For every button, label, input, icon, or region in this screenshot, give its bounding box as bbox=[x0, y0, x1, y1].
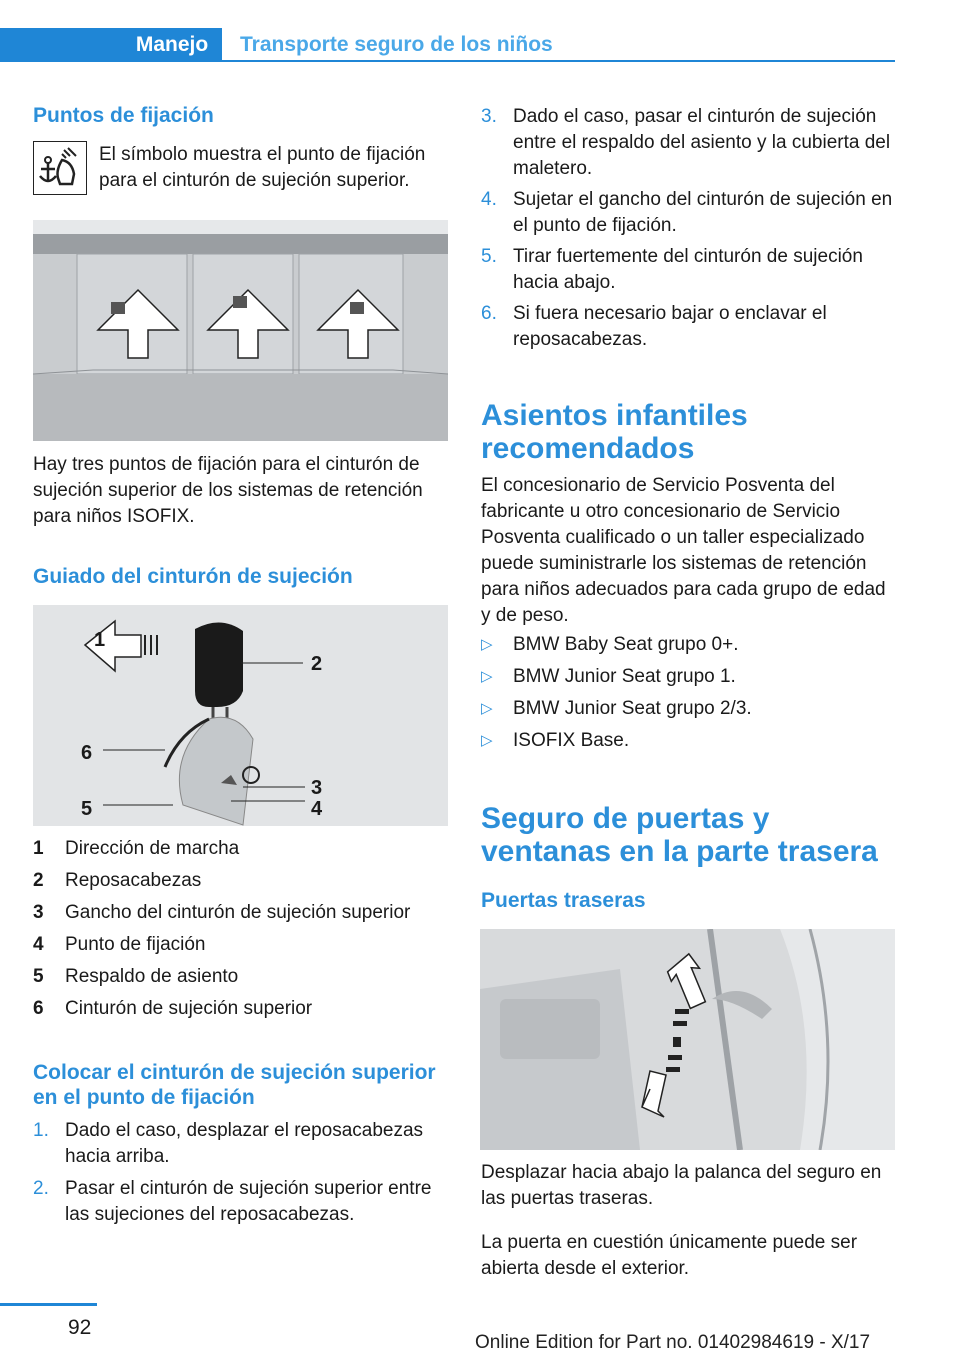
list-item: 2. Pasar el cinturón de sujeción superior entre las sujeciones del reposacabezas. bbox=[33, 1178, 432, 1225]
header-accent-block bbox=[0, 28, 122, 62]
legend-item: 3 Gancho del cinturón de sujeción superior bbox=[33, 902, 411, 923]
dealer-paragraph: El concesionario de Servicio Posventa del fabricante u otro concesionario de Servicio Posventa cualificado o un taller especializado puede suministrarle los sistemas de retención para niños adecuados para cada grupo de edad y de peso. bbox=[481, 475, 886, 626]
door-open-note: La puerta en cuestión únicamente puede ser abierta desde el exterior. bbox=[481, 1232, 858, 1279]
symbol-description: El símbolo muestra el punto de fijación para el cinturón de sujeción superior. bbox=[99, 144, 426, 191]
legend-item: 2 Reposacabezas bbox=[33, 870, 202, 891]
list-item: 5. Tirar fuertemente del cinturón de sujeción hacia abajo. bbox=[481, 246, 863, 293]
trunk-anchors-figure bbox=[33, 220, 448, 441]
legend-item: 6 Cinturón de sujeción superior bbox=[33, 998, 313, 1019]
list-item: ▷ ISOFIX Base. bbox=[481, 730, 630, 751]
heading-seguro: Seguro de puertas y ventanas en la parte trasera bbox=[481, 802, 878, 868]
list-item: 4. Sujetar el gancho del cinturón de sujeción en el punto de fijación. bbox=[481, 189, 893, 236]
figure-label-6: 6 bbox=[81, 742, 93, 764]
list-item: 1. Dado el caso, desplazar el reposacabezas hacia arriba. bbox=[33, 1120, 424, 1167]
heading-guiado: Guiado del cinturón de sujeción bbox=[33, 565, 353, 588]
figure-label-5: 5 bbox=[81, 798, 93, 820]
steps-list-right bbox=[481, 104, 893, 353]
anchor-symbol-icon bbox=[33, 141, 87, 195]
header-chapter-title[interactable]: Transporte seguro de los niños bbox=[240, 33, 553, 56]
tether-routing-figure bbox=[33, 605, 448, 826]
header-section-tab[interactable]: Manejo bbox=[122, 28, 222, 62]
figure-label-1: 1 bbox=[94, 629, 106, 651]
list-item: 3. Dado el caso, pasar el cinturón de sujeción entre el respaldo del asiento y la cubierta del maletero. bbox=[481, 106, 891, 179]
list-item: ▷ BMW Junior Seat grupo 2/3. bbox=[481, 698, 752, 719]
heading-puertas-traseras: Puertas traseras bbox=[481, 889, 646, 912]
lever-instruction: Desplazar hacia abajo la palanca del seguro en las puertas traseras. bbox=[481, 1162, 882, 1209]
legend-item: 5 Respaldo de asiento bbox=[33, 966, 239, 987]
steps-list-left bbox=[33, 1118, 448, 1228]
legend-item: 4 Punto de fijación bbox=[33, 934, 206, 955]
figure-label-2: 2 bbox=[311, 653, 323, 675]
rear-door-lock-figure bbox=[480, 929, 895, 1150]
three-anchors-paragraph: Hay tres puntos de fijación para el cinturón de sujeción superior de los sistemas de retención para niños ISOFIX. bbox=[33, 454, 423, 527]
recommended-seats-list bbox=[481, 632, 893, 760]
edition-footer: Online Edition for Part no. 01402984619 - X/17 bbox=[475, 1332, 871, 1353]
legend-item: 1 Dirección de marcha bbox=[33, 838, 240, 859]
figure-label-4: 4 bbox=[311, 798, 323, 820]
heading-colocar: Colocar el cinturón de sujeción superior en el punto de fijación bbox=[33, 1061, 436, 1109]
heading-asientos: Asientos infantiles recomendados bbox=[481, 399, 748, 465]
list-item: ▷ BMW Baby Seat grupo 0+. bbox=[481, 634, 739, 655]
page-number: 92 bbox=[68, 1316, 92, 1339]
figure-legend bbox=[33, 838, 448, 1030]
list-item: 6. Si fuera necesario bajar o enclavar el reposacabezas. bbox=[481, 303, 827, 350]
figure-label-3: 3 bbox=[311, 777, 323, 799]
list-item: ▷ BMW Junior Seat grupo 1. bbox=[481, 666, 736, 687]
page-number-rule bbox=[0, 1303, 97, 1306]
header-rule bbox=[222, 60, 895, 62]
heading-puntos-fijacion: Puntos de fijación bbox=[33, 104, 214, 127]
